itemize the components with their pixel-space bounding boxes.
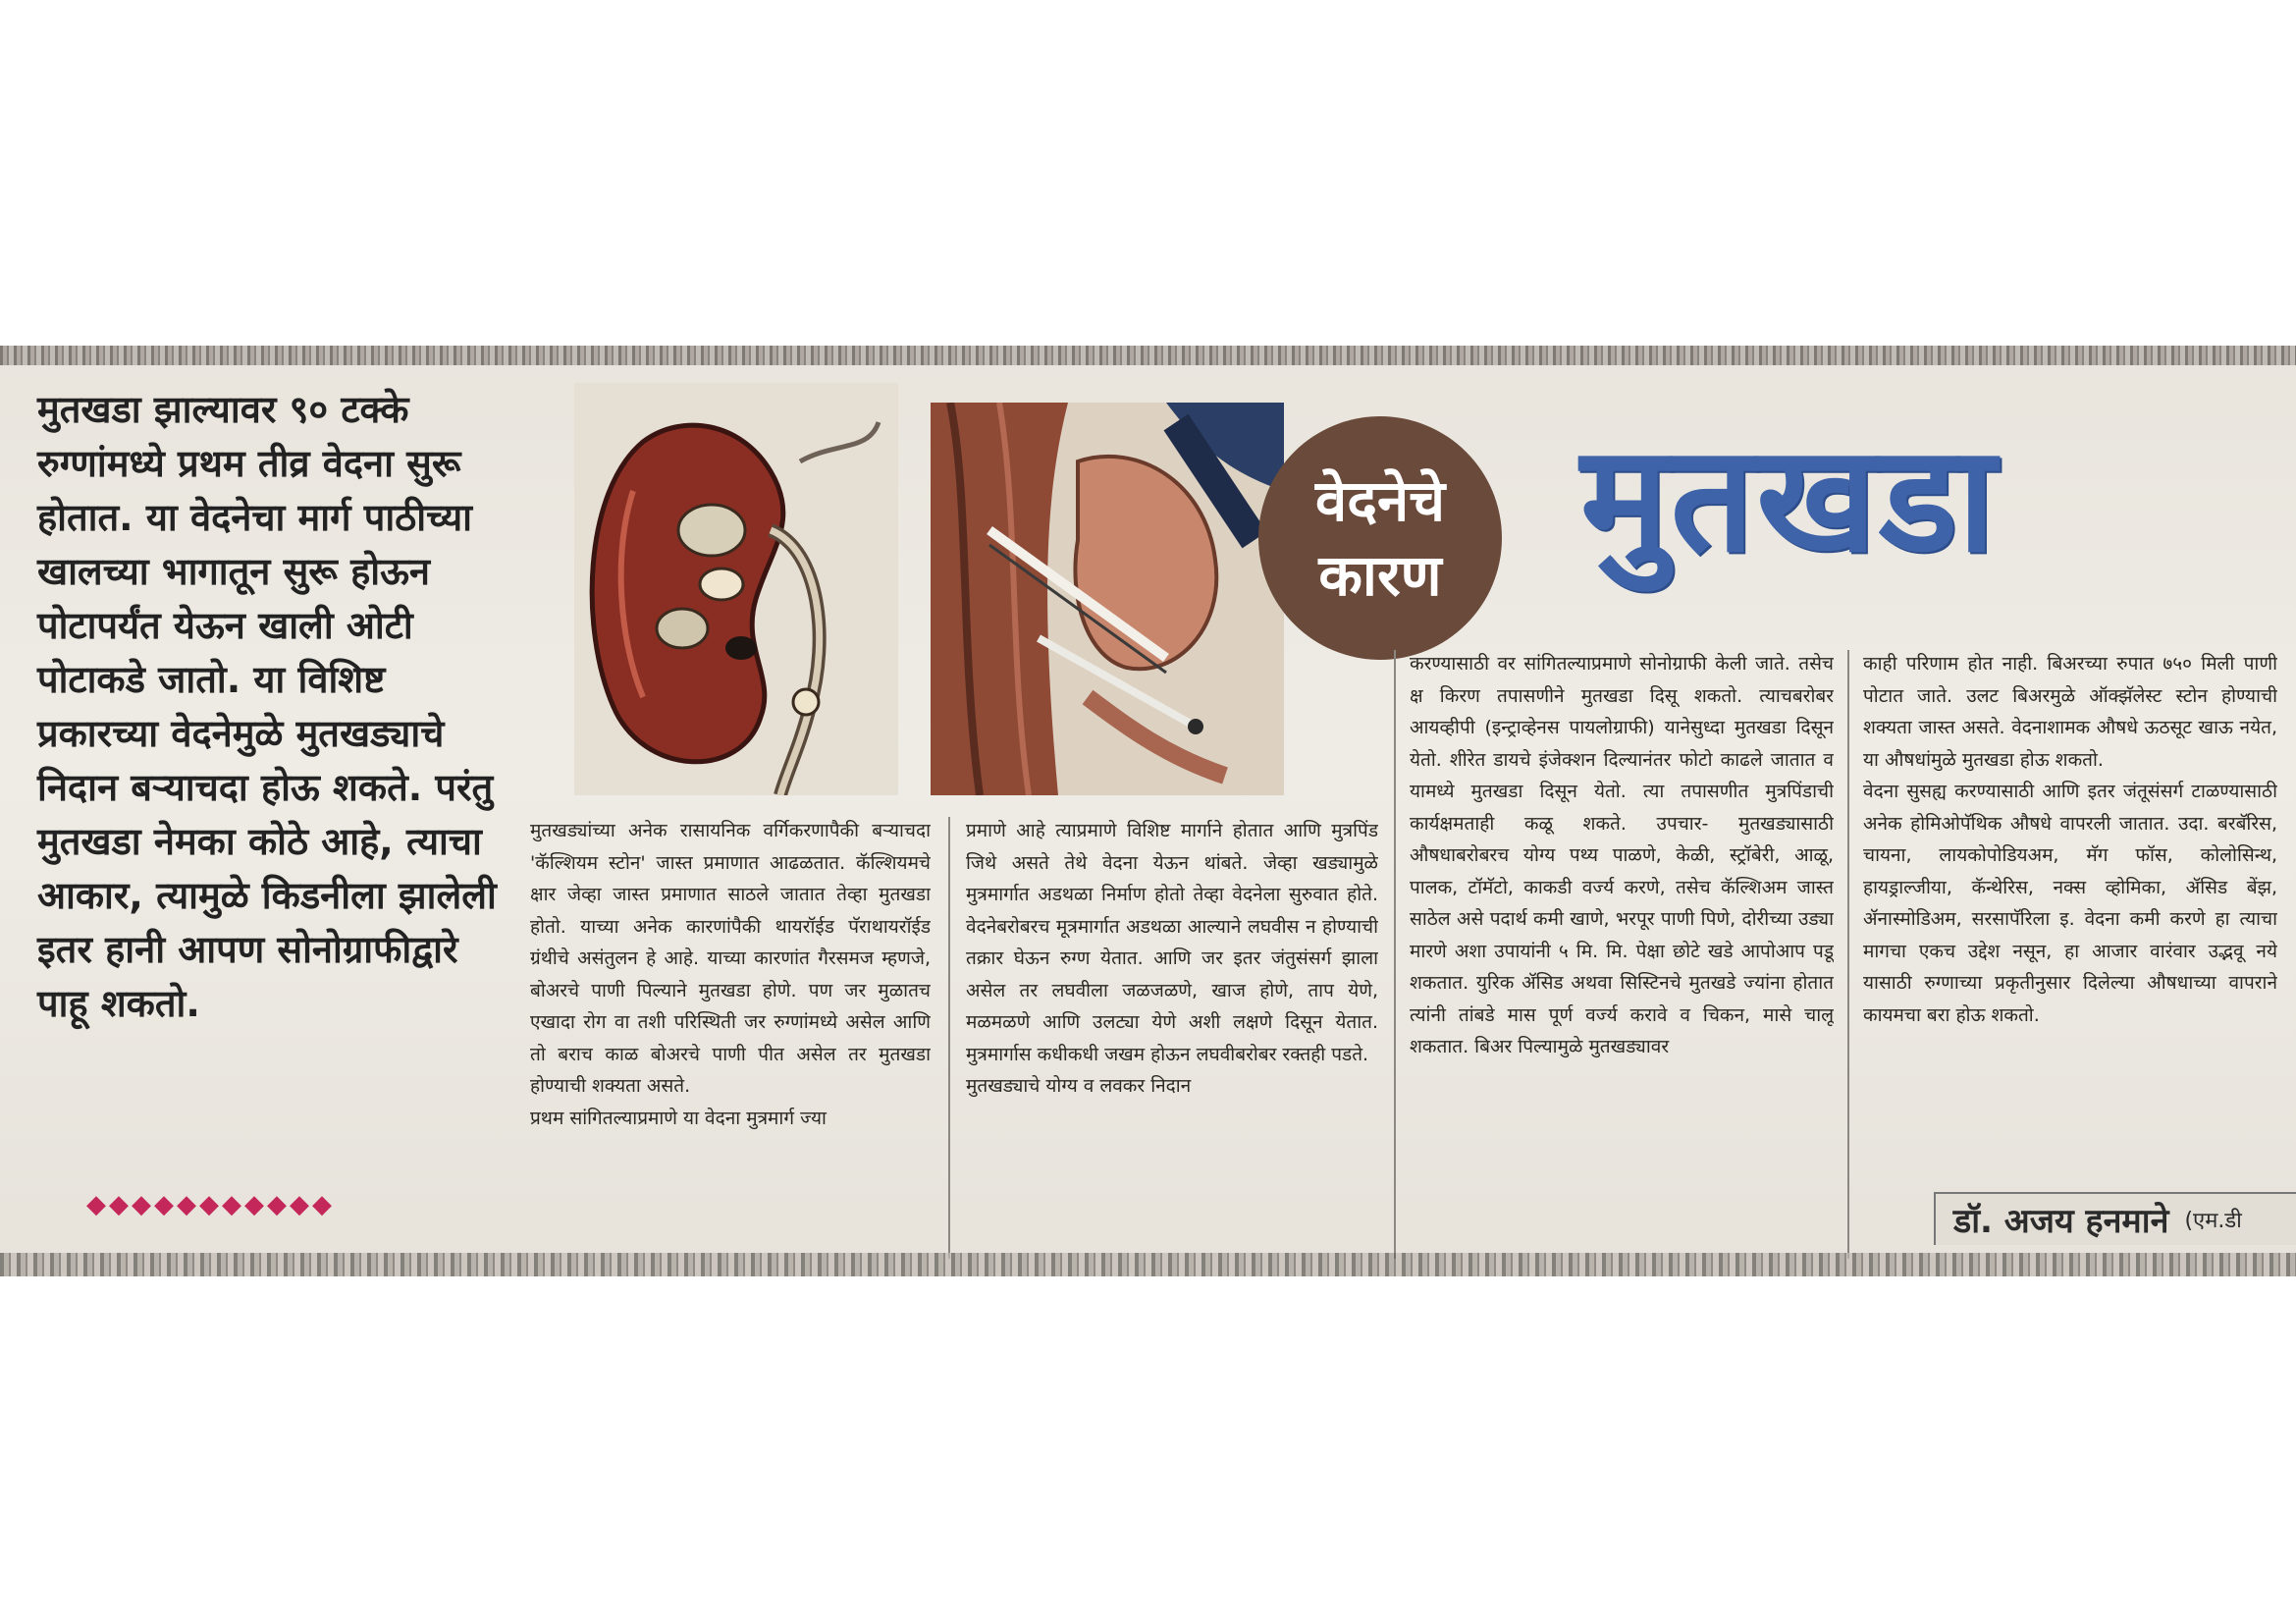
author-byline <box>1934 1192 2296 1245</box>
lead-text: मुतखडा झाल्यावर ९० टक्के रुग्णांमध्ये प्रथम तीव्र वेदना सुरू होतात. या वेदनेचा मार्ग पाठीच्या खालच्या भागातून सुरू होऊन पोटापर्यंत येऊन खाली ओटी पोटाकडे जातो. या विशिष्ट प्रकारच्या वेदनेमुळे मुतखड्याचे निदान बऱ्याचदा होऊ शकते. परंतु मुतखडा नेमका कोठे आहे, त्याचा आकार, त्यामुळे किडनीला झालेली इतर हानी आपण सोनोग्राफीद्वारे पाहू शकतो. <box>37 388 497 1025</box>
diamond-separator: ◆◆◆◆◆◆◆◆◆◆◆ <box>86 1190 335 1219</box>
badge-line-2: कारण <box>1318 542 1442 609</box>
column-4-paragraph-2: वेदना सुसह्य करण्यासाठी आणि इतर जंतूसंसर्ग टाळण्यासाठी अनेक होमिओपॅथिक औषधे वापरली जातात. उदा. बरबॅरिस, चायना, लायकोपोडियअम, मॅग फॉस, कोलोसिन्थ, हायड्राल्जीया, कॅन्थेरिस, नक्स व्होमिका, ॲसिड बेंझ, ॲनास्मोडिअम, सरसापॅरिला इ. वेदना कमी करणे हा त्याचा मागचा एकच उद्देश नसून, हा आजार वारंवार उद्भवू नये यासाठी रुग्णाच्या प्रकृतीनुसार दिलेल्या औषधाच्या वापराने कायमचा बरा होऊ शकतो. <box>1863 781 2277 1026</box>
article-column-4 <box>1863 648 2277 1178</box>
article-column-1 <box>530 815 931 1262</box>
article-column-3 <box>1410 648 1834 1257</box>
badge-line-1: वेदनेचे <box>1314 467 1446 534</box>
article-headline: मुतखडा <box>1580 414 1999 585</box>
lead-paragraph <box>37 383 499 1031</box>
column-4-paragraph-1: काही परिणाम होत नाही. बिअरच्या रुपात ७५० मिली पाणी पोटात जाते. उलट बिअरमुळे ऑक्झॅलेस्ट स्टोन होण्याची शक्यता जास्त असते. वेदनाशामक औषधे ऊठसूट खाऊ नयेत, या औषधांमुळे मुतखडा होऊ शकतो. <box>1863 653 2277 771</box>
kidney-illustration <box>574 383 898 795</box>
column-1-paragraph-1: मुतखड्यांच्या अनेक रासायनिक वर्गिकरणापैकी बऱ्याचदा 'कॅल्शियम स्टोन' जास्त प्रमाणात आढळतात. कॅल्शियमचे क्षार जेव्हा जास्त प्रमाणात साठले जातात तेव्हा मुतखडा होतो. याच्या अनेक कारणांपैकी थायरॉईड पॅराथायरॉईड ग्रंथीचे असंतुलन हे आहे. याच्या कारणांत गैरसमज म्हणजे, बोअरचे पाणी पिल्याने मुतखडा होणे. पण जर मुळातच एखादा रोग वा तशी परिस्थिती जर रुग्णांमध्ये असेल आणि तो बराच काळ बोअरचे पाणी पीत असेल तर मुतखडा होण्याची शक्यता असते. <box>530 820 931 1097</box>
column-1-paragraph-2: प्रथम सांगितल्याप्रमाणे या वेदना मुत्रमार्ग ज्या <box>530 1107 827 1129</box>
author-name: डॉ. अजय हनमाने <box>1953 1202 2169 1241</box>
column-divider-3 <box>1847 650 1849 1259</box>
headline-badge <box>1258 416 1502 660</box>
clipping-top-edge <box>0 346 2296 365</box>
clipping-bottom-edge <box>0 1253 2296 1276</box>
author-degree: (एम.डी <box>2184 1209 2242 1233</box>
column-divider-2 <box>1394 650 1396 1259</box>
article-column-2 <box>966 815 1378 1262</box>
column-2-paragraph-1: प्रमाणे आहे त्याप्रमाणे विशिष्ट मार्गाने होतात आणि मुत्रपिंड जिथे असते तेथे वेदना येऊन थांबते. जेव्हा खड्यामुळे मुत्रमार्गात अडथळा निर्माण होतो तेव्हा वेदनेला सुरुवात होते. वेदनेबरोबरच मूत्रमार्गात अडथळा आल्याने लघवीस न होण्याची तक्रार घेऊन रुग्ण येतात. आणि जर इतर जंतुसंसर्ग झाला असेल तर लघवीला जळजळणे, खाज होणे, ताप येणे, मळमळणे आणि उलट्या येणे अशी लक्षणे दिसून येतात. मुत्रमार्गास कधीकधी जखम होऊन लघवीबरोबर रक्तही पडते. <box>966 820 1378 1065</box>
column-divider-1 <box>948 817 950 1259</box>
column-2-paragraph-2: मुतखड्याचे योग्य व लवकर निदान <box>966 1075 1192 1097</box>
surgery-illustration <box>931 403 1284 795</box>
column-3-paragraph-1: करण्यासाठी वर सांगितल्याप्रमाणे सोनोग्राफी केली जाते. तसेच क्ष किरण तपासणीने मुतखडा दिसू शकतो. त्याचबरोबर आयव्हीपी (इन्ट्राव्हेनस पायलोग्राफी) यानेसुध्दा मुतखडा दिसून येतो. शीरेत डायचे इंजेक्शन दिल्यानंतर फोटो काढले जातात व यामध्ये मुतखडा दिसून येतो. त्या तपासणीत मुत्रपिंडाची कार्यक्षमताही कळू शकते. उपचार- मुतखड्यासाठी औषधाबरोबरच योग्य पथ्य पाळणे, केळी, स्ट्रॉबेरी, आळू, पालक, टॉमॅटो, काकडी वर्ज्य करणे, तसेच कॅल्शिअम जास्त साठेल असे पदार्थ कमी खाणे, भरपूर पाणी पिणे, दोरीच्या उड्या मारणे अशा उपायांनी ५ मि. मि. पेक्षा छोटे खडे आपोआप पडू शकतात. युरिक ॲसिड अथवा सिस्टिनचे मुतखडे ज्यांना होतात त्यांनी तांबडे मास पूर्ण वर्ज्य करावे व चिकन, मासे चालू शकतात. बिअर पिल्यामुळे मुतखड्यावर <box>1410 653 1834 1057</box>
newspaper-clipping <box>0 346 2296 1276</box>
